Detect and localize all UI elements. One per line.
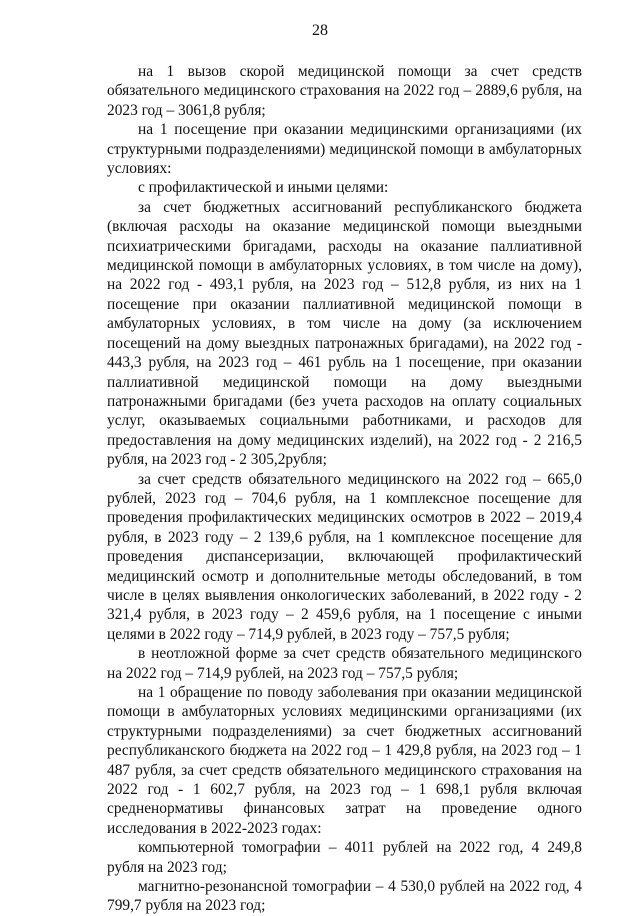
paragraph-disease-appeal: на 1 обращение по поводу заболевания при оказании медицинской помощи в амбулаторных условиях медицинскими организациями (их структурными подразделениями) за счет бюджетных ассигнований республиканского бюджета на 2022 год – 1 429,8 рубля, на 2023 год – 1 487 рубля, за счет средств обязательного медицинского страхования на 2022 год - 1 602,7 рубля, на 2023 год – 1 698,1 рубля включая средненормативы финансовых затрат на проведение одного исследования в 2022-2023 годах: <box>107 684 582 837</box>
page-number: 28 <box>312 22 328 39</box>
paragraph-preventive-heading: с профилактической и иными целями: <box>138 179 389 197</box>
paragraph-urgent-care: в неотложной форме за счет средств обязательного медицинского на 2022 год – 714,9 рублей, на 2023 год – 757,5 рубля; <box>107 645 582 682</box>
paragraph-computed-tomography: компьютерной томографии – 4011 рублей на 2022 год, 4 249,8 рубля на 2023 год; <box>107 839 582 876</box>
paragraph-mandatory-insurance: за счет средств обязательного медицинского на 2022 год – 665,0 рублей, 2023 год – 704,6 рубля, на 1 комплексное посещение для проведения профилактических медицинских осмотров в 2022 – 2019,4 рубля, в 2023 году – 2 139,6 рубля, на 1 комплексное посещение для проведения диспансеризации, включающей профилактический медицинский осмотр и дополнительные методы обследований, в том числе в целях выявления онкологических заболеваний, в 2022 году - 2 321,4 рубля, в 2023 году – 2 459,6 рубля, на 1 посещение с иными целями в 2022 году – 714,9 рублей, в 2023 году – 757,5 рубля; <box>107 470 582 643</box>
paragraph-outpatient-visit: на 1 посещение при оказании медицинскими организациями (их структурными подразделениями) медицинской помощи в амбулаторных условиях: <box>107 121 582 178</box>
document-body <box>107 62 582 916</box>
paragraph-mri: магнитно-резонансной томографии – 4 530,0 рублей на 2022 год, 4 799,7 рубля на 2023 год; <box>107 878 582 915</box>
paragraph-ambulance-call: на 1 вызов скорой медицинской помощи за счет средств обязательного медицинского страхования на 2022 год – 2889,6 рубля, на 2023 год – 3061,8 рубля; <box>107 63 582 119</box>
paragraph-republican-budget: за счет бюджетных ассигнований республиканского бюджета (включая расходы на оказание медицинской помощи выездными психиатрическими бригадами, расходы на оказание паллиативной медицинской помощи в амбулаторных условиях, в том числе на дому), на 2022 год - 493,1 рубля, на 2023 год – 512,8 рубля, из них на 1 посещение при оказании паллиативной медицинской помощи в амбулаторных условиях, в том числе на дому (за исключением посещений на дому выездных патронажных бригадами), на 2022 год - 443,3 рубля, на 2023 год – 461 рубль на 1 посещение, при оказании паллиативной медицинской помощи на дому выездными патронажными бригадами (без учета расходов на оплату социальных услуг, оказываемых социальными работниками, и расходов для предоставления на дому медицинских изделий), на 2022 год - 2 216,5 рубля, на 2023 год - 2 305,2рубля; <box>107 198 582 469</box>
